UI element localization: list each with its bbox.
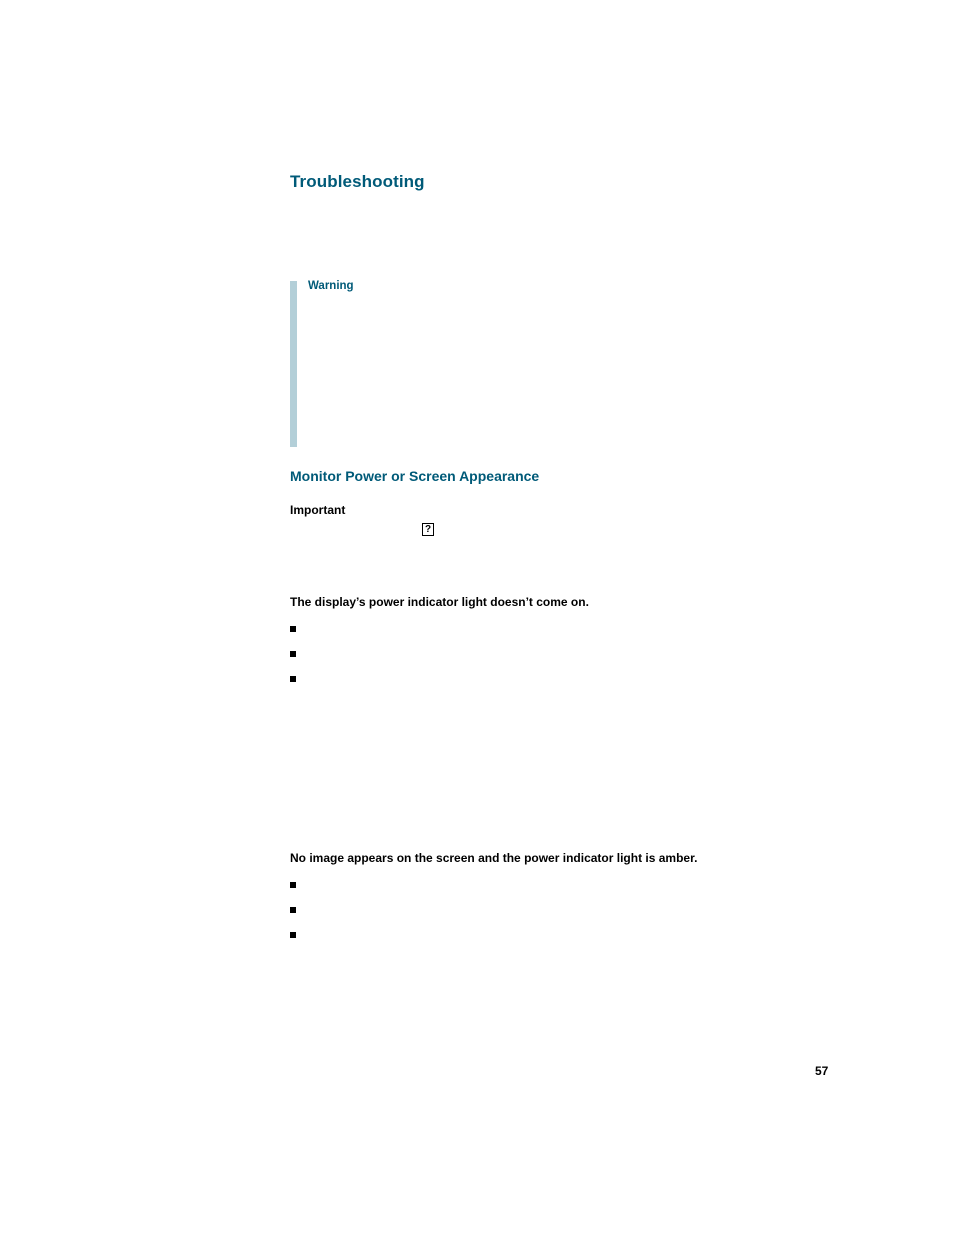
important-label: Important — [290, 503, 346, 517]
warning-sidebar-bar — [290, 281, 297, 447]
bullet-icon — [290, 882, 296, 888]
problem-heading: The display’s power indicator light doesn’t come on. — [290, 595, 589, 609]
bullet-icon — [290, 676, 296, 682]
bullet-icon — [290, 626, 296, 632]
bullet-icon — [290, 932, 296, 938]
bullet-icon — [290, 651, 296, 657]
section-heading: Monitor Power or Screen Appearance — [290, 468, 540, 484]
help-question-icon: ? — [422, 523, 434, 536]
bullet-icon — [290, 907, 296, 913]
problem-heading: No image appears on the screen and the power indicator light is amber. — [290, 851, 698, 865]
page-title: Troubleshooting — [290, 172, 425, 191]
page-number: 57 — [815, 1064, 829, 1078]
warning-label: Warning — [308, 280, 354, 292]
